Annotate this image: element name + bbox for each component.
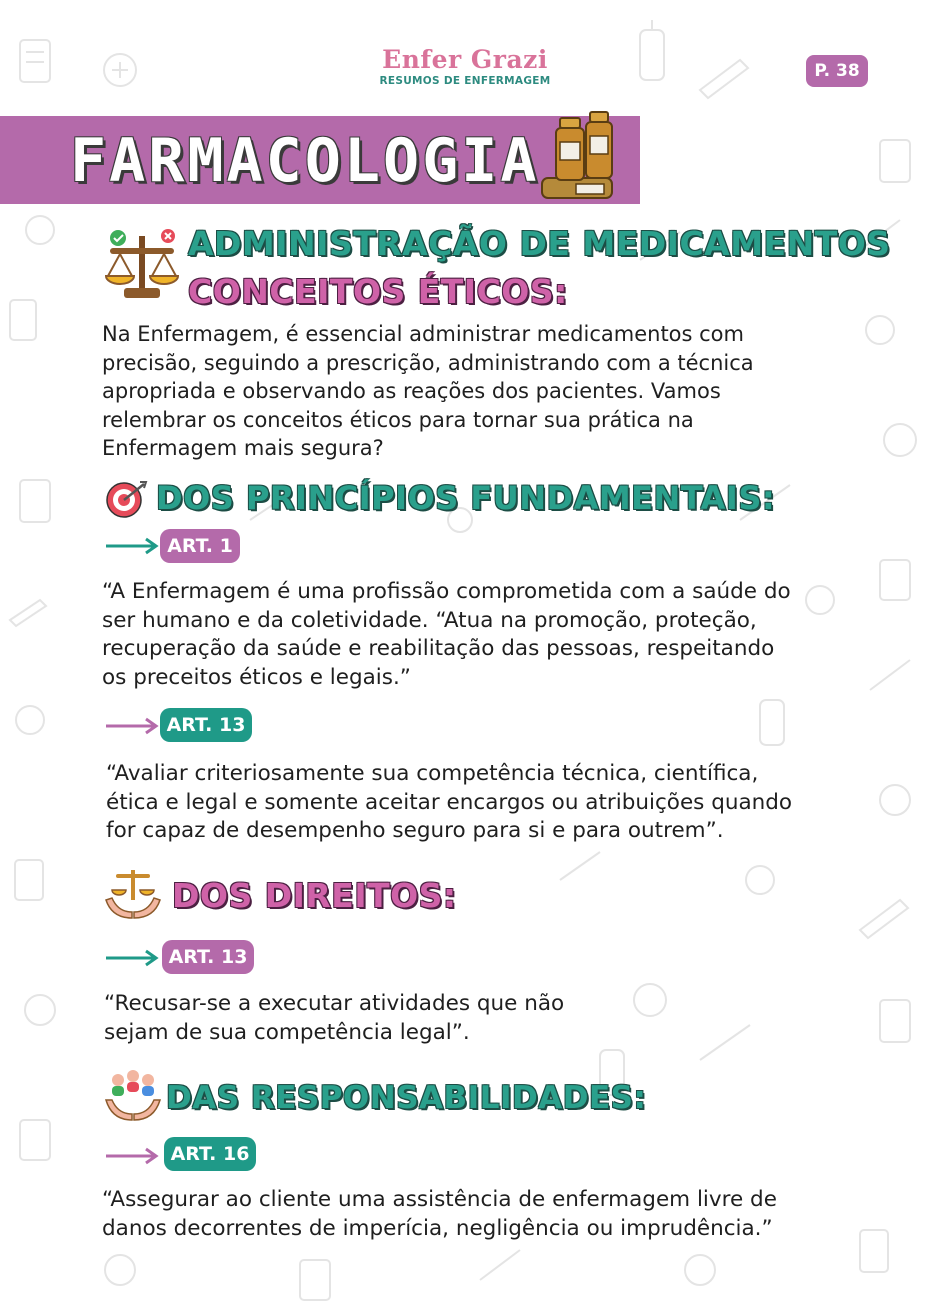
article-badge: ART. 13 xyxy=(160,708,252,742)
section-subheading-conceitos-eticos: CONCEITOS ÉTICOS: xyxy=(188,272,568,311)
article-text: “A Enfermagem é uma profissão comprometida com a saúde do ser humano e da coletividade. “Atua na promoção, proteção, recuperação da saúde e reabilitação das pessoas, respeitando os preceitos éticos e legais.” xyxy=(102,579,791,690)
scales-icon xyxy=(100,226,184,302)
article-text: “Recusar-se a executar atividades que não sejam de sua competência legal”. xyxy=(104,991,565,1045)
section-heading-principios: DOS PRINCÍPIOS FUNDAMENTAIS: xyxy=(156,479,776,517)
brand-subtitle: RESUMOS DE ENFERMAGEM xyxy=(379,75,551,87)
arrow-icon xyxy=(104,1146,160,1166)
section-heading-responsabilidades: DAS RESPONSABILIDADES: xyxy=(166,1080,647,1116)
article-badge: ART. 1 xyxy=(160,529,240,563)
article-badge: ART. 16 xyxy=(164,1137,256,1171)
section-heading-direitos: DOS DIREITOS: xyxy=(172,876,457,915)
medicine-vials-icon xyxy=(536,108,626,208)
article-text: “Avaliar criteriosamente sua competência técnica, científica, ética e legal e somente aceitar encargos ou atribuições quando for capaz de desempenho seguro para si e para outrem”. xyxy=(106,761,793,843)
brand-logo xyxy=(360,46,570,87)
arrow-icon xyxy=(104,716,160,736)
target-icon xyxy=(104,480,150,520)
people-care-icon xyxy=(104,1068,162,1124)
intro-paragraph: Na Enfermagem, é essencial administrar medicamentos com precisão, seguindo a prescrição, administrando com a técnica apropriada e observando as reações dos pacientes. Vamos relembrar os conceitos éticos para tornar sua prática na Enfermagem mais segura? xyxy=(102,322,754,460)
article-text: “Assegurar ao cliente uma assistência de enfermagem livre de danos decorrentes de imperícia, negligência ou imprudência.” xyxy=(102,1187,777,1241)
brand-name: Enfer Grazi xyxy=(382,45,548,74)
article-badge: ART. 13 xyxy=(162,940,254,974)
arrow-icon xyxy=(104,948,160,968)
justice-hands-icon xyxy=(102,864,164,922)
section-heading-administracao: ADMINISTRAÇÃO DE MEDICAMENTOS xyxy=(188,224,891,263)
arrow-icon xyxy=(104,536,160,556)
page-title: FARMACOLOGIA xyxy=(70,126,540,196)
page-number-badge: P. 38 xyxy=(806,55,868,87)
